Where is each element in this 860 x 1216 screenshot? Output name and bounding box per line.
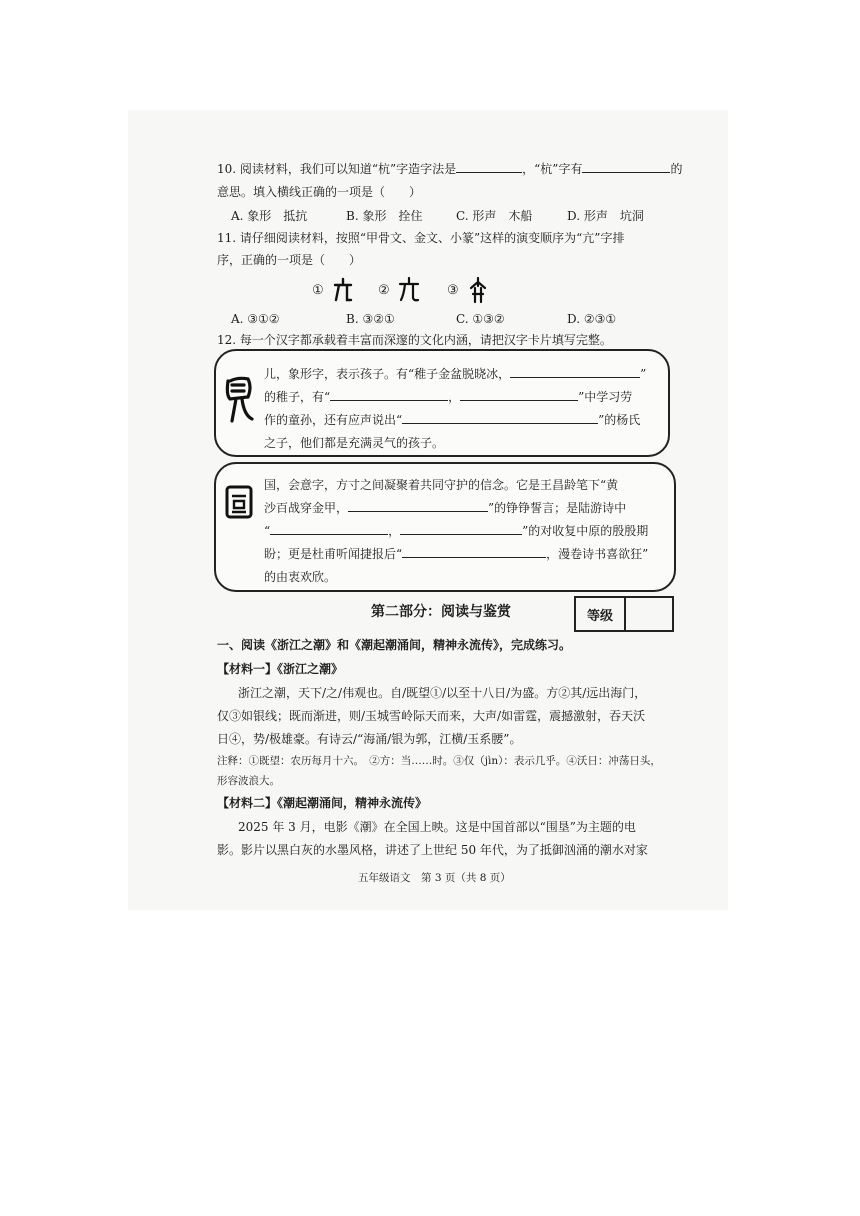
q11-line1: 11. 请仔细阅读材料，按照“甲骨文、金文、小篆”这样的演变顺序为“亢”字排 <box>217 231 625 245</box>
q10-line1: 10. 阅读材料，我们可以知道“杭”字造字法是 ，“杭”字有 的 <box>217 162 683 176</box>
card1-line4: 之子，他们都是充满灵气的孩子。 <box>264 436 445 450</box>
material2-line1: 2025 年 3 月，电影《潮》在全国上映。这是中国首部以“围垦”为主题的电 <box>238 820 636 834</box>
material1-note2: 形容波浪大。 <box>217 775 280 787</box>
card2-blank-3[interactable] <box>400 522 522 535</box>
card2-blank-2[interactable] <box>270 522 388 535</box>
material1-title: 【材料一】《浙江之潮》 <box>217 662 344 676</box>
q10-option-d[interactable]: D. 形声 坑洞 <box>567 209 644 223</box>
card2-line2: 沙百战穿金甲， ”的铮铮誓言；是陆游诗中 <box>264 501 627 515</box>
kang-glyph-row <box>310 276 500 306</box>
q11-option-b[interactable]: B. ③②① <box>346 312 395 326</box>
grade-box <box>574 596 674 632</box>
section1-heading: 一、阅读《浙江之潮》和《潮起潮涌间，精神永流传》，完成练习。 <box>217 638 572 652</box>
q11-option-d[interactable]: D. ②③① <box>567 312 617 326</box>
kang-bronze-glyph <box>398 276 420 304</box>
glyph-number-2: ② <box>378 283 390 298</box>
q10-line2: 意思。填入横线正确的一项是（ ） <box>217 185 422 199</box>
card1-blank-4[interactable] <box>402 411 598 424</box>
card2-line4: 盼；更是杜甫听闻捷报后“ ，漫卷诗书喜欲狂” <box>264 547 649 561</box>
card1-line1: 儿，象形字，表示孩子。有“稚子金盆脱晓冰， ” <box>264 367 647 381</box>
q11-option-a[interactable]: A. ③①② <box>231 312 280 326</box>
hanzi-card-er <box>214 349 670 457</box>
material2-title: 【材料二】《潮起潮涌间，精神永流传》 <box>217 796 428 810</box>
card2-blank-4[interactable] <box>402 545 546 558</box>
seal-er-icon <box>222 375 256 427</box>
hanzi-card-guo <box>214 462 676 592</box>
card2-line3: “ ， ”的对收复中原的殷殷期 <box>264 524 649 538</box>
q10-option-a[interactable]: A. 象形 抵抗 <box>231 209 308 223</box>
card2-line5: 的由衷欢欣。 <box>264 570 337 584</box>
card1-blank-3[interactable] <box>460 388 578 401</box>
card2-blank-1[interactable] <box>348 499 488 512</box>
seal-guo-icon <box>224 484 254 520</box>
material1-line2: 仅③如银线；既而渐进，则/玉城雪岭际天而来，大声/如雷霆，震撼激射，吞天沃 <box>217 709 646 723</box>
q10-blank-1[interactable] <box>456 160 522 173</box>
card1-line3: 作的童孙，还有应声说出“ ”的杨氏 <box>264 413 641 427</box>
q10-blank-2[interactable] <box>582 160 670 173</box>
card1-blank-1[interactable] <box>510 365 640 378</box>
q11-option-c[interactable]: C. ①③② <box>456 312 505 326</box>
material1-note1: 注释：①既望：农历每月十六。 ②方：当……时。③仅（jìn）：表示几乎。④沃日：冲荡日头， <box>217 755 661 767</box>
q10-option-b[interactable]: B. 象形 拴住 <box>346 209 423 223</box>
q11-line2: 序，正确的一项是（ ） <box>217 253 362 267</box>
q12-line1: 12. 每一个汉字都承载着丰富而深邃的文化内涵，请把汉字卡片填写完整。 <box>217 333 612 347</box>
material1-line3: 日④，势/极雄豪。有诗云/“海涌/银为郭，江横/玉系腰”。 <box>217 732 522 746</box>
page-footer: 五年级语文 第 3 页（共 8 页） <box>358 872 511 884</box>
part2-title: 第二部分：阅读与鉴赏 <box>371 604 511 620</box>
kang-seal-glyph <box>467 276 489 304</box>
card2-line1: 国，会意字，方寸之间凝聚着共同守护的信念。它是王昌龄笔下“黄 <box>264 478 619 492</box>
q10-option-c[interactable]: C. 形声 木船 <box>456 209 533 223</box>
material1-line1: 浙江之潮，天下/之/伟观也。自/既望①/以至十八日/为盛。方②其/远出海门， <box>238 686 647 700</box>
grade-label: 等级 <box>576 598 626 630</box>
card1-line2: 的稚子，有“ ， ”中学习劳 <box>264 390 633 404</box>
kang-oracle-glyph <box>332 276 354 304</box>
material2-line2: 影。影片以黑白灰的水墨风格，讲述了上世纪 50 年代，为了抵御汹涌的潮水对家 <box>217 843 648 857</box>
card1-blank-2[interactable] <box>330 388 448 401</box>
glyph-number-1: ① <box>312 283 324 298</box>
grade-input[interactable] <box>626 598 672 630</box>
glyph-number-3: ③ <box>447 283 459 298</box>
